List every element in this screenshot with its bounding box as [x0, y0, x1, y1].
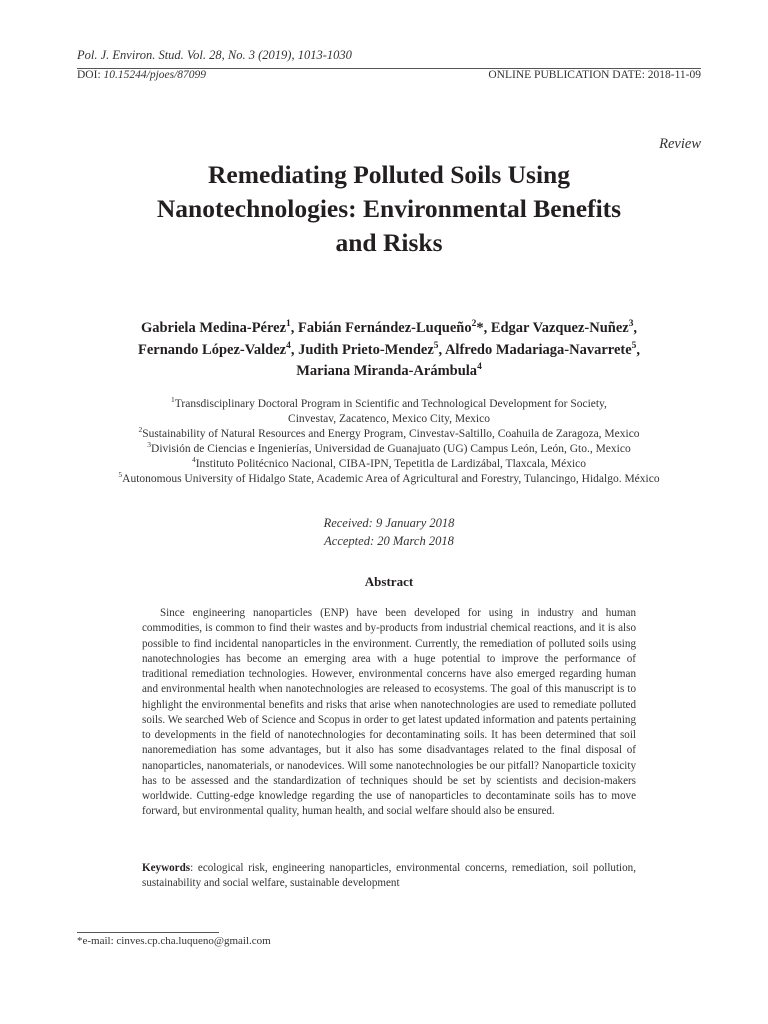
article-title: [84, 158, 694, 260]
author-separator: ,: [633, 320, 638, 336]
abstract-body: Since engineering nanoparticles (ENP) have been developed for using in industry and human commodities, is common to find their wastes and by-products from industrial chemical reactions, and it is also possible to find incidental nanoparticles in the environment. Currently, the remediation of polluted soils using nanotechnologies has become an emerging area with a huge potential to improve the performance of traditional remediation technologies. However, environmental concerns have also emerged regarding human and environmental health when nanotechnologies are released to ecosystems. The goal of this manuscript is to highlight the environmental benefits and risks that arise when nanotechnologies are used to remediate polluted soils. We searched Web of Science and Scopus in order to get latest updated information and patents pertaining to developments in the field of nanotechnologies for decontaminating soils. It has been determined that soil nanoremediation has some advantages, but it also has some disadvantages related to the final disposal of nanoparticles, nanomaterials, or nanodevices. Will some nanotechnologies be our pitfall? Nanoparticle toxicity has to be assessed and the standardization of techniques should be set by scientists and decision-makers worldwide. Cutting-edge knowledge regarding the use of nanoparticles to decontaminate soils has to move forward, but environmental quality, human health, and social welfare should also be ensured.: [142, 607, 636, 818]
author-affiliation-mark: 5: [433, 340, 439, 351]
received-date: Received: 9 January 2018: [323, 516, 455, 530]
corresponding-author-mark: *: [476, 320, 484, 336]
author-affiliation-mark: 3: [628, 319, 634, 330]
keywords-text: : ecological risk, engineering nanoparticles, environmental concerns, remediation, soil pollution, sustainability and social welfare, sustainable development: [142, 862, 636, 890]
affiliation-text: División de Ciencias e Ingenierías, Universidad de Guanajuato (UG) Campus León, León, Gto., Mexico: [151, 443, 631, 455]
affiliation-mark: 4: [191, 455, 196, 465]
author-name: Mariana Miranda-Arámbula: [296, 363, 478, 379]
author-separator: ,: [483, 320, 491, 336]
affiliation-text: Autonomous University of Hidalgo State, Academic Area of Agricultural and Forestry, Tulancingo, Hidalgo. México: [122, 473, 660, 485]
doi: [77, 69, 206, 81]
author-name: Judith Prieto-Mendez: [298, 341, 434, 358]
author-separator: ,: [636, 341, 640, 358]
abstract-heading: Abstract: [364, 574, 414, 589]
affiliation-line: [30, 472, 748, 487]
affiliation-text: Sustainability of Natural Resources and Energy Program, Cinvestav-Saltillo, Coahuila de Zaragoza, Mexico: [142, 428, 640, 440]
author-line: [44, 361, 734, 383]
author-name: Fernando López-Valdez: [138, 341, 287, 358]
author-list: [44, 318, 734, 383]
author-affiliation-mark: 1: [286, 319, 291, 330]
author-name: Edgar Vazquez-Nuñez: [490, 320, 629, 336]
author-separator: ,: [438, 341, 445, 358]
affiliation-mark: 2: [138, 425, 143, 435]
corresponding-email-footnote: *e-mail: cinves.cp.cha.luqueno@gmail.com: [77, 935, 271, 947]
affiliation-text: Transdisciplinary Doctoral Program in Scientific and Technological Development for Society,: [174, 398, 607, 410]
keywords: [142, 861, 636, 892]
author-separator: ,: [290, 341, 299, 358]
doi-link[interactable]: 10.15244/pjoes/87099: [103, 69, 207, 81]
online-publication-date: ONLINE PUBLICATION DATE: 2018-11-09: [488, 69, 701, 81]
affiliation-line: [30, 427, 748, 442]
keywords-label: Keywords: [142, 862, 191, 874]
journal-citation: Pol. J. Environ. Stud. Vol. 28, No. 3 (2019), 1013-1030: [77, 48, 352, 62]
affiliation-line: [30, 397, 748, 412]
author-affiliation-mark: 4: [477, 362, 482, 373]
affiliation-line: [30, 457, 748, 472]
author-line: [44, 318, 734, 340]
author-name: Alfredo Madariaga-Navarrete: [444, 341, 632, 358]
affiliation-mark: 5: [118, 470, 123, 480]
affiliation-text: Instituto Politécnico Nacional, CIBA-IPN, Tepetitla de Lardizábal, Tlaxcala, México: [195, 458, 587, 470]
author-line: [44, 340, 734, 362]
article-type: Review: [659, 136, 701, 152]
affiliation-line: [30, 442, 748, 457]
author-affiliation-mark: 2: [471, 319, 477, 330]
title-line: Nanotechnologies: Environmental Benefits: [156, 194, 622, 223]
author-name: Gabriela Medina-Pérez: [140, 320, 287, 336]
author-separator: ,: [290, 320, 298, 336]
article-dates: [184, 514, 594, 550]
author-name: Fabián Fernández-Luqueño: [297, 320, 472, 336]
footnote-rule: [77, 932, 219, 933]
author-affiliation-mark: 5: [631, 340, 637, 351]
title-line: Remediating Polluted Soils Using: [208, 160, 570, 189]
doi-label: DOI:: [77, 69, 101, 81]
affiliation-mark: 3: [147, 440, 152, 450]
accepted-date: Accepted: 20 March 2018: [324, 534, 454, 548]
title-line: and Risks: [335, 228, 443, 257]
author-affiliation-mark: 4: [286, 340, 291, 351]
affiliations: [30, 397, 748, 487]
affiliation-mark: 1: [171, 395, 175, 405]
affiliation-text: Cinvestav, Zacatenco, Mexico City, Mexico: [288, 413, 490, 425]
